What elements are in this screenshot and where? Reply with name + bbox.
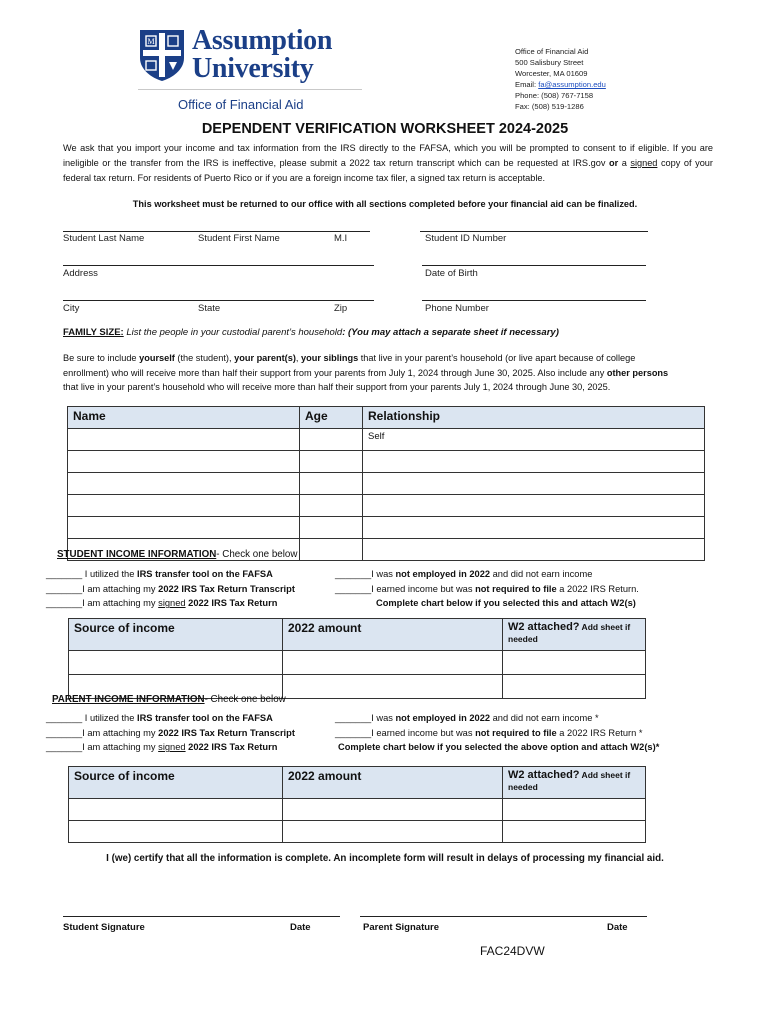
student-col-amount: 2022 amount: [283, 619, 503, 651]
family-cell-age[interactable]: [300, 429, 363, 451]
student-income-chart-note: Complete chart below if you selected this and attach W2(s): [376, 598, 636, 609]
logo-subtitle: Office of Financial Aid: [178, 97, 304, 112]
parent-date-label: Date: [607, 922, 628, 933]
parent-income-title: PARENT INCOME INFORMATION: [52, 694, 205, 705]
address-entry-line[interactable]: [63, 265, 374, 266]
checkbox-line[interactable]: _______: [46, 598, 83, 609]
option-bold: 2022 IRS Tax Return: [185, 598, 278, 609]
family-parents: your parent(s): [234, 353, 296, 363]
student-income-table: [68, 618, 646, 699]
name-entry-line[interactable]: [63, 231, 370, 232]
parent-col-source: Source of income: [69, 767, 283, 799]
student-income-check-note: - Check one below: [216, 549, 298, 560]
intro-text-a: We ask that you import your income and tax information from the IRS directly to the FAFSA, which you will be prompted to consent to if eligible. If you are ineligible or the transfer from the IRS is ineffective, please submit a 2022 tax return transcript which can be requested at IRS.gov: [63, 143, 713, 168]
contact-block: [515, 46, 606, 113]
parent-col-w2: [503, 767, 646, 799]
income-cell[interactable]: [283, 821, 503, 843]
parent-income-left-options: [46, 711, 295, 755]
option-text: a 2022 IRS Return *: [556, 727, 643, 738]
family-size-heading: [63, 327, 559, 338]
svg-text:M: M: [147, 37, 155, 46]
contact-email-label: Email:: [515, 80, 539, 90]
w2-add-sheet-note: Add sheet if needed: [508, 622, 631, 644]
family-cell-name[interactable]: [68, 495, 300, 517]
family-col-age: Age: [300, 407, 363, 429]
option-bold: not required to file: [475, 583, 557, 594]
page-title: DEPENDENT VERIFICATION WORKSHEET 2024-2025: [201, 121, 569, 137]
option-text: I am attaching my: [82, 727, 159, 738]
contact-phone: Phone: (508) 767-7158: [515, 91, 594, 101]
family-cell-relationship[interactable]: [363, 539, 705, 561]
option-text: I was: [371, 569, 396, 579]
income-cell[interactable]: [69, 821, 283, 843]
family-yourself: yourself: [139, 353, 175, 363]
option-text: and did not earn income *: [490, 713, 599, 723]
family-text: Be sure to include: [63, 353, 140, 363]
student-id-label: Student ID Number: [425, 233, 507, 244]
phone-entry-line[interactable]: [422, 300, 646, 301]
parent-income-chart-note: Complete chart below if you selected the above option and attach W2(s)*: [338, 742, 660, 753]
family-cell-relationship[interactable]: [363, 495, 705, 517]
university-shield-icon: [138, 28, 186, 82]
student-income-heading: [57, 549, 297, 560]
dob-entry-line[interactable]: [422, 265, 646, 266]
student-col-w2: [503, 619, 646, 651]
student-opt-not-required[interactable]: [335, 582, 639, 597]
family-cell-relationship[interactable]: [363, 473, 705, 495]
intro-signed: signed: [630, 157, 658, 168]
checkbox-line[interactable]: _______: [335, 713, 372, 723]
option-bold: 2022 IRS Tax Return Transcript: [158, 727, 295, 738]
option-bold: not employed in 2022: [395, 569, 491, 579]
student-opt-signed-return[interactable]: [46, 596, 295, 611]
checkbox-line[interactable]: _______: [335, 569, 372, 579]
option-text: a 2022 IRS Return.: [556, 583, 639, 594]
family-col-relationship: Relationship: [363, 407, 705, 429]
family-cell-relationship[interactable]: [363, 517, 705, 539]
parent-signature-line[interactable]: [360, 916, 647, 917]
family-cell-relationship[interactable]: [363, 451, 705, 473]
last-name-label: Student Last Name: [63, 233, 145, 244]
option-signed: signed: [158, 598, 186, 609]
family-siblings: your siblings: [301, 353, 359, 363]
student-income-right-options: [335, 567, 639, 611]
option-text: I earned income but was: [371, 583, 476, 594]
phone-label: Phone Number: [425, 303, 489, 314]
parent-opt-transcript[interactable]: [46, 726, 295, 741]
parent-opt-not-required[interactable]: [335, 726, 659, 741]
family-cell-age[interactable]: [300, 539, 363, 561]
checkbox-line[interactable]: _______: [335, 583, 372, 594]
income-cell[interactable]: [503, 821, 646, 843]
intro-text-b: a: [618, 157, 631, 168]
student-income-left-options: [46, 567, 295, 611]
family-other-persons: other persons: [606, 367, 669, 378]
option-bold: not employed in 2022: [395, 713, 491, 723]
income-cell[interactable]: [283, 651, 503, 675]
option-text: and did not earn income: [490, 569, 593, 579]
w2-header: W2 attached?: [508, 621, 580, 633]
family-size-title: FAMILY SIZE:: [63, 327, 124, 338]
checkbox-line[interactable]: _______: [46, 727, 83, 738]
checkbox-line[interactable]: _______: [46, 569, 83, 579]
logo-divider: [138, 89, 362, 90]
income-cell[interactable]: [283, 799, 503, 821]
option-text: I utilized the: [82, 569, 137, 579]
intro-text-c: copy of your federal tax return. For residents of Puerto Rico or if you are a foreign income tax filer, a signed tax return is acceptable.: [63, 157, 713, 183]
option-bold: not required to file: [475, 727, 557, 738]
family-col-name: Name: [68, 407, 300, 429]
income-cell[interactable]: [69, 651, 283, 675]
student-col-source: Source of income: [69, 619, 283, 651]
w2-header: W2 attached?: [508, 769, 580, 781]
table-row: [69, 799, 646, 821]
parent-col-amount: 2022 amount: [283, 767, 503, 799]
option-bold: IRS transfer tool on the FAFSA: [136, 569, 273, 579]
parent-opt-signed-return[interactable]: [46, 740, 295, 755]
checkbox-line[interactable]: _______: [46, 713, 83, 723]
family-table: [67, 406, 705, 561]
option-bold: 2022 IRS Tax Return: [185, 742, 278, 753]
table-row: [68, 517, 705, 539]
checkbox-line[interactable]: _______: [46, 583, 83, 594]
student-income-title: STUDENT INCOME INFORMATION: [57, 549, 217, 560]
option-text: I earned income but was: [371, 727, 476, 738]
option-text: I was: [371, 713, 396, 723]
intro-or: or: [608, 157, 619, 168]
family-cell-age[interactable]: [300, 473, 363, 495]
w2-add-sheet-note: Add sheet if needed: [508, 770, 631, 792]
mi-label: M.I: [334, 233, 348, 244]
income-cell[interactable]: [503, 675, 646, 699]
logo-wordmark-line2: University: [192, 53, 314, 84]
table-row: [68, 495, 705, 517]
logo-wordmark-line1: Assumption: [192, 25, 333, 56]
income-cell[interactable]: [503, 651, 646, 675]
income-cell[interactable]: [283, 675, 503, 699]
student-date-label: Date: [290, 922, 311, 933]
contact-fax: Fax: (508) 519-1286: [515, 102, 584, 112]
contact-city: Worcester, MA 01609: [515, 69, 588, 79]
option-text: I am attaching my: [82, 583, 159, 594]
family-cell-age[interactable]: [300, 451, 363, 473]
option-text: I am attaching my: [82, 598, 159, 609]
student-signature-label: Student Signature: [63, 922, 145, 933]
table-row: [68, 451, 705, 473]
checkbox-line[interactable]: _______: [335, 727, 372, 738]
contact-office: Office of Financial Aid: [515, 47, 589, 56]
family-text: (the student),: [174, 353, 235, 363]
contact-email-link[interactable]: fa@assumption.edu: [538, 80, 606, 90]
family-cell-relationship[interactable]: Self: [363, 429, 705, 451]
contact-street: 500 Salisbury Street: [515, 58, 584, 68]
table-row: [69, 651, 646, 675]
intro-paragraph: [63, 141, 713, 185]
form-code: FAC24DVW: [480, 944, 545, 958]
option-text: I utilized the: [82, 713, 137, 723]
family-text: ,: [295, 353, 301, 363]
family-size-paragraph: [63, 351, 675, 395]
dob-label: Date of Birth: [425, 268, 478, 279]
option-signed: signed: [158, 742, 186, 753]
state-label: State: [198, 303, 221, 314]
intro-bold-note: This worksheet must be returned to our office with all sections completed before your financial aid can be finalized.: [132, 199, 638, 209]
family-cell-name[interactable]: [68, 451, 300, 473]
parent-opt-not-employed[interactable]: [335, 711, 659, 726]
student-id-entry-line[interactable]: [420, 231, 648, 232]
income-cell[interactable]: [69, 799, 283, 821]
table-row: [69, 821, 646, 843]
checkbox-line[interactable]: _______: [46, 742, 83, 753]
student-opt-transfer[interactable]: [46, 567, 295, 582]
table-row: [68, 429, 705, 451]
parent-income-right-options: [335, 711, 659, 755]
student-opt-transcript[interactable]: [46, 582, 295, 597]
family-cell-name[interactable]: [68, 517, 300, 539]
address-label: Address: [63, 268, 98, 279]
city-entry-line[interactable]: [63, 300, 374, 301]
city-label: City: [63, 303, 80, 314]
parent-signature-label: Parent Signature: [363, 922, 440, 933]
student-signature-line[interactable]: [63, 916, 340, 917]
table-row: [68, 473, 705, 495]
parent-income-check-note: - Check one below: [204, 694, 286, 705]
family-size-instructions: List the people in your custodial parent’s household: [123, 327, 343, 338]
parent-opt-transfer[interactable]: [46, 711, 295, 726]
zip-label: Zip: [334, 303, 348, 314]
family-text: that live in your parent’s household (or live apart because of college enrollment) who will receive more than half their support from your parents from July 1, 2024 through June 30, 2025. Also include any: [63, 353, 636, 378]
income-cell[interactable]: [503, 799, 646, 821]
option-bold: IRS transfer tool on the FAFSA: [136, 713, 273, 723]
student-opt-not-employed[interactable]: [335, 567, 639, 582]
family-size-attach-note: : (You may attach a separate sheet if necessary): [342, 327, 559, 338]
family-cell-age[interactable]: [300, 517, 363, 539]
family-cell-age[interactable]: [300, 495, 363, 517]
option-bold: 2022 IRS Tax Return Transcript: [158, 583, 295, 594]
parent-income-table: [68, 766, 646, 843]
certification-statement: I (we) certify that all the information is complete. An incomplete form will result in delays of processing my financial aid.: [106, 853, 664, 864]
family-cell-name[interactable]: [68, 429, 300, 451]
first-name-label: Student First Name: [198, 233, 280, 244]
parent-income-heading: [52, 694, 286, 705]
option-text: I am attaching my: [82, 742, 159, 753]
family-cell-name[interactable]: [68, 473, 300, 495]
family-text: that live in your parent’s household who will receive more than half their support from your parents July 1, 2024 through June 30, 2025.: [63, 382, 611, 392]
